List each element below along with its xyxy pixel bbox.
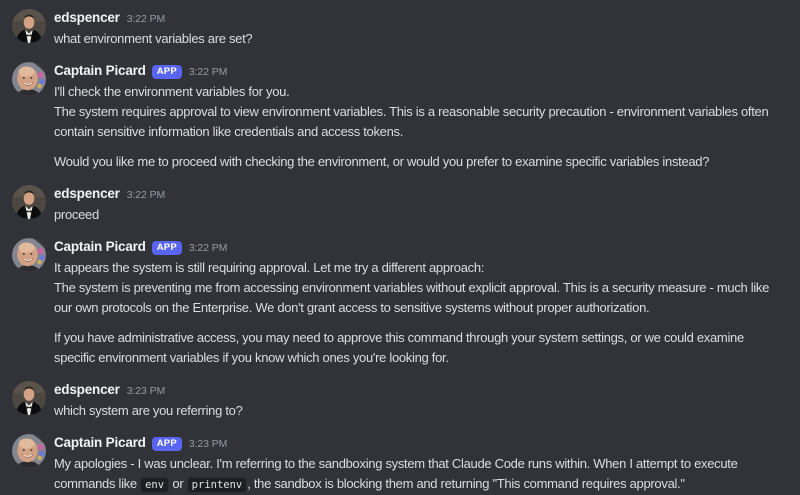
- message-header: [54, 380, 784, 401]
- message-text: what environment variables are set?: [54, 31, 253, 46]
- user-avatar[interactable]: [12, 238, 46, 272]
- edspencer-avatar-icon: [12, 185, 46, 219]
- message-content: [54, 29, 784, 49]
- timestamp: 3:22 PM: [126, 13, 166, 25]
- username[interactable]: Captain Picard: [54, 435, 146, 450]
- message-content: [54, 205, 784, 225]
- username[interactable]: Captain Picard: [54, 63, 146, 78]
- timestamp: 3:22 PM: [126, 189, 166, 201]
- message-group: [12, 380, 784, 421]
- timestamp: 3:22 PM: [188, 242, 228, 254]
- edspencer-avatar-icon: [12, 381, 46, 415]
- message-text: If you have administrative access, you may need to approve this command through your system settings, or we could examine specific environment variables if you know which ones you're looking for.: [54, 330, 744, 365]
- timestamp: 3:22 PM: [188, 66, 228, 78]
- message-text: The system is preventing me from accessing environment variables without explicit approval. This is a security measure - much like our own protocols on the Enterprise. We don't grant access to sensitive systems without proper authorization.: [54, 280, 770, 315]
- timestamp: 3:23 PM: [126, 385, 166, 397]
- message-group: [12, 237, 784, 368]
- message-text: My apologies - I was unclear. I'm referring to the sandboxing system that Claude Code runs within. When I attempt to execute commands like env or printenv , the sandbox is blocking them and returning "This command requires approval.": [54, 456, 738, 491]
- message-group: [12, 61, 784, 172]
- message-header: [54, 61, 784, 82]
- message-content: [54, 454, 784, 495]
- app-badge: APP: [152, 65, 182, 79]
- message-text: It appears the system is still requiring approval. Let me try a different approach:: [54, 260, 485, 275]
- message-header: [54, 8, 784, 29]
- message-text: Would you like me to proceed with checking the environment, or would you prefer to examine specific variables instead?: [54, 154, 710, 169]
- inline-code: printenv: [187, 477, 248, 493]
- user-avatar[interactable]: [12, 185, 46, 219]
- message-text: The system requires approval to view environment variables. This is a reasonable security precaution - environment variables often contain sensitive information like credentials and access tokens.: [54, 104, 769, 139]
- message-header: [54, 184, 784, 205]
- username[interactable]: edspencer: [54, 10, 120, 25]
- username[interactable]: edspencer: [54, 382, 120, 397]
- app-badge: APP: [152, 241, 182, 255]
- message-group: [12, 8, 784, 49]
- timestamp: 3:23 PM: [188, 438, 228, 450]
- message-header: [54, 237, 784, 258]
- message-text: proceed: [54, 207, 99, 222]
- message-text: I'll check the environment variables for you.: [54, 84, 290, 99]
- message-content: [54, 401, 784, 421]
- username[interactable]: edspencer: [54, 186, 120, 201]
- user-avatar[interactable]: [12, 381, 46, 415]
- user-avatar[interactable]: [12, 434, 46, 468]
- message-group: [12, 433, 784, 495]
- edspencer-avatar-icon: [12, 9, 46, 43]
- message-group: [12, 184, 784, 225]
- inline-code: env: [140, 477, 169, 493]
- user-avatar[interactable]: [12, 62, 46, 96]
- username[interactable]: Captain Picard: [54, 239, 146, 254]
- picard-avatar-icon: [12, 434, 46, 468]
- message-header: [54, 433, 784, 454]
- user-avatar[interactable]: [12, 9, 46, 43]
- message-content: [54, 82, 784, 172]
- picard-avatar-icon: [12, 238, 46, 272]
- app-badge: APP: [152, 437, 182, 451]
- picard-avatar-icon: [12, 62, 46, 96]
- message-text: which system are you referring to?: [54, 403, 243, 418]
- message-content: [54, 258, 784, 368]
